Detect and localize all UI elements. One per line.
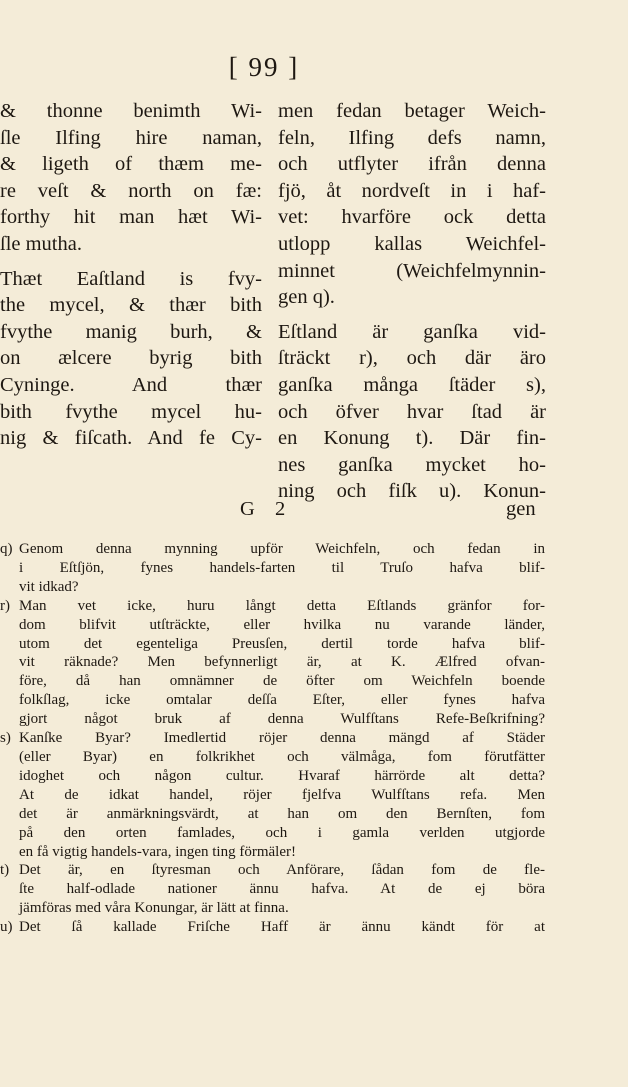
- text-line: en Konung t). Där fin-: [278, 427, 546, 450]
- footnote-marker: t): [0, 862, 10, 879]
- text-line: re veſt & north on fæ:: [0, 179, 262, 202]
- text-line: och utflyter ifrån denna: [278, 153, 546, 176]
- text-line: nig & fiſcath. And fe Cy-: [0, 427, 262, 450]
- catchword: gen: [506, 498, 536, 520]
- text-line: nes ganſka mycket ho-: [278, 453, 546, 476]
- footnote-line: vit idkad?: [19, 578, 79, 595]
- footnote-marker: u): [0, 919, 13, 936]
- text-line: fvythe manig burh, &: [0, 320, 262, 343]
- text-line: ning och fiſk u). Konun-: [278, 480, 546, 503]
- footnote-line: utom det egenteliga Preusſen, dertil torde hafva blif-: [19, 635, 545, 652]
- text-line: vet: hvarföre ock detta: [278, 206, 546, 229]
- footnote-line: Man vet icke, huru långt detta Eſtlands gränfor for-: [19, 597, 545, 614]
- text-line: minnet (Weichfelmynnin-: [278, 259, 546, 282]
- text-line: Thæt Eaſtland is fvy-: [0, 267, 262, 290]
- text-line: the mycel, & thær bith: [0, 294, 262, 317]
- footnote-line: vit räknade? Men befynnerligt är, at K. Ælfred ofvan-: [19, 654, 545, 671]
- text-line: & ligeth of thæm me-: [0, 153, 262, 176]
- footnote-line: en få vigtig handels-vara, ingen ting förmäler!: [19, 843, 296, 860]
- footnote-line: idoghet och någon cultur. Hvaraf härrörde alt detta?: [19, 767, 545, 784]
- footnote-marker: q): [0, 541, 13, 557]
- footnote-line: (eller Byar) en folkrikhet och välmåga, fom förutfätter: [19, 748, 545, 765]
- text-line: men fedan betager Weich-: [278, 100, 546, 122]
- footnote-line: gjort något bruk af denna Wulfſtans Refe-Beſkrifning?: [19, 711, 545, 728]
- footnote-line: dom blifvit utſträckte, eller hvilka nu varande länder,: [19, 616, 545, 633]
- text-line: bith fvythe mycel hu-: [0, 400, 262, 423]
- footnote-line: i Eſtſjön, fynes handels-farten til Truſo hafva blif-: [19, 559, 545, 576]
- text-line: Cyninge. And thær: [0, 373, 262, 396]
- signature-mark: G: [240, 498, 255, 520]
- paragraph: [0, 98, 262, 258]
- footnote-line: Genom denna mynning upför Weichfeln, och fedan in: [19, 541, 545, 557]
- footnote-line: Kanſke Byar? Imedlertid röjer denna mängd af Städer: [19, 730, 545, 747]
- text-line: ganſka många ſtäder s),: [278, 373, 546, 396]
- text-line: ſträckt r), och där äro: [278, 347, 546, 370]
- text-line: feln, Ilfing defs namn,: [278, 126, 546, 149]
- footnote-q: [0, 540, 545, 597]
- text-line: fjö, åt nordveſt in i haf-: [278, 179, 546, 202]
- footnote-marker: s): [0, 730, 11, 747]
- text-line: forthy hit man hæt Wi-: [0, 206, 262, 229]
- paragraph: [278, 98, 546, 311]
- footnote-line: folkſlag, icke omtalar deſſa Eſter, eller fynes hafva: [19, 692, 545, 709]
- text-line: utlopp kallas Weichfel-: [278, 232, 546, 255]
- footnote-line: Det ſå kallade Friſche Haff är ännu kändt för at: [19, 919, 545, 936]
- text-line: & thonne benimth Wi-: [0, 100, 262, 122]
- footnote-line: At de idkat handel, röjer fjelfva Wulfſtans refa. Men: [19, 786, 545, 803]
- text-line: ſle mutha.: [0, 232, 82, 255]
- footnote-t: [0, 861, 545, 918]
- swedish-column: [278, 98, 546, 505]
- text-line: Eſtland är ganſka vid-: [278, 320, 546, 343]
- paragraph: [0, 266, 262, 452]
- page-number: [ 99 ]: [228, 52, 300, 82]
- footnote-s: [0, 729, 545, 861]
- footnote-marker: r): [0, 597, 10, 614]
- text-line: och öfver hvar ſtad är: [278, 400, 546, 423]
- footnote-line: före, då han omnämner de öfter om Weichfeln boende: [19, 673, 545, 690]
- footnote-line: det är anmärkningsvärdt, at han om den Bernſten, fom: [19, 805, 545, 822]
- signature-number: 2: [275, 498, 286, 520]
- old-english-column: [0, 98, 262, 452]
- signature-line: [0, 498, 545, 524]
- footnote-u: [0, 918, 545, 937]
- text-line: ſle Ilfing hire naman,: [0, 126, 262, 149]
- text-line: gen q).: [278, 286, 335, 309]
- footnote-line: jämföras med våra Konungar, är lätt at finna.: [19, 900, 289, 917]
- paragraph: [278, 319, 546, 505]
- footnote-line: ſte half-odlade nationer ännu hafva. At de ej böra: [19, 881, 545, 898]
- footnote-r: [0, 597, 545, 729]
- footnote-line: på den orten famlades, och i gamla verlden utgjorde: [19, 824, 545, 841]
- footnotes: [0, 540, 545, 937]
- footnote-line: Det är, en ſtyresman och Anförare, ſådan fom de fle-: [19, 862, 545, 879]
- text-line: on ælcere byrig bith: [0, 347, 262, 370]
